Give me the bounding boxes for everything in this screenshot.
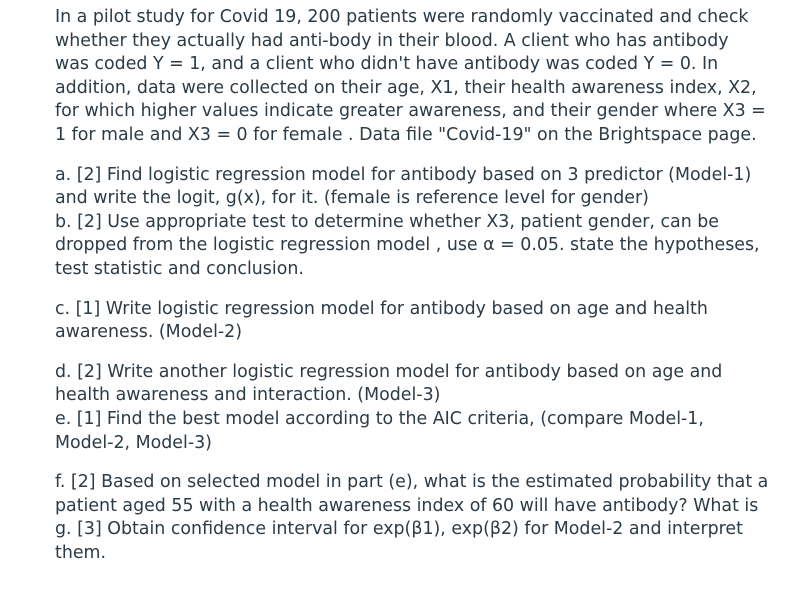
study-description: In a pilot study for Covid 19, 200 patients were randomly vaccinated and check whether they actually had anti-body in their blood. A client who has antibody was coded Y = 1, and a client who didn't have antibody was coded Y = 0. In addition, data were collected on their age, X1, their health awareness index, X2, for which higher values indicate greater awareness, and their gender where X3 = 1 for male and X3 = 0 for female . Data file "Covid-19" on the Brightspace page. — [55, 7, 766, 145]
question-d: d. [2] Write another logistic regression model for antibody based on age and health awareness and interaction. (Model-3) — [55, 361, 723, 406]
paragraph-gap — [55, 148, 795, 164]
question-f: f. [2] Based on selected model in part (e), what is the estimated probability that a patient aged 55 with a health awareness index of 60 will have antibody? What is — [55, 472, 769, 516]
assignment-document — [55, 6, 795, 565]
paragraph-gap — [55, 282, 795, 298]
question-b: b. [2] Use appropriate test to determine whether X3, patient gender, can be dropped from the logistic regression model , use α = 0.05. state the hypotheses, test statistic and conclusion. — [55, 211, 760, 279]
paragraph-gap — [55, 455, 795, 471]
question-a: a. [2] Find logistic regression model for antibody based on 3 predictor (Model-1) and write the logit, g(x), for it. (female is reference level for gender) — [55, 164, 752, 209]
question-c: c. [1] Write logistic regression model for antibody based on age and health awareness. (Model-2) — [55, 298, 708, 343]
question-e: e. [1] Find the best model according to the AIC criteria, (compare Model-1, Model-2, Model-3) — [55, 408, 704, 453]
question-g: g. [3] Obtain confidence interval for exp(β1), exp(β2) for Model-2 and interpret them. — [55, 519, 743, 563]
paragraph-gap — [55, 345, 795, 361]
